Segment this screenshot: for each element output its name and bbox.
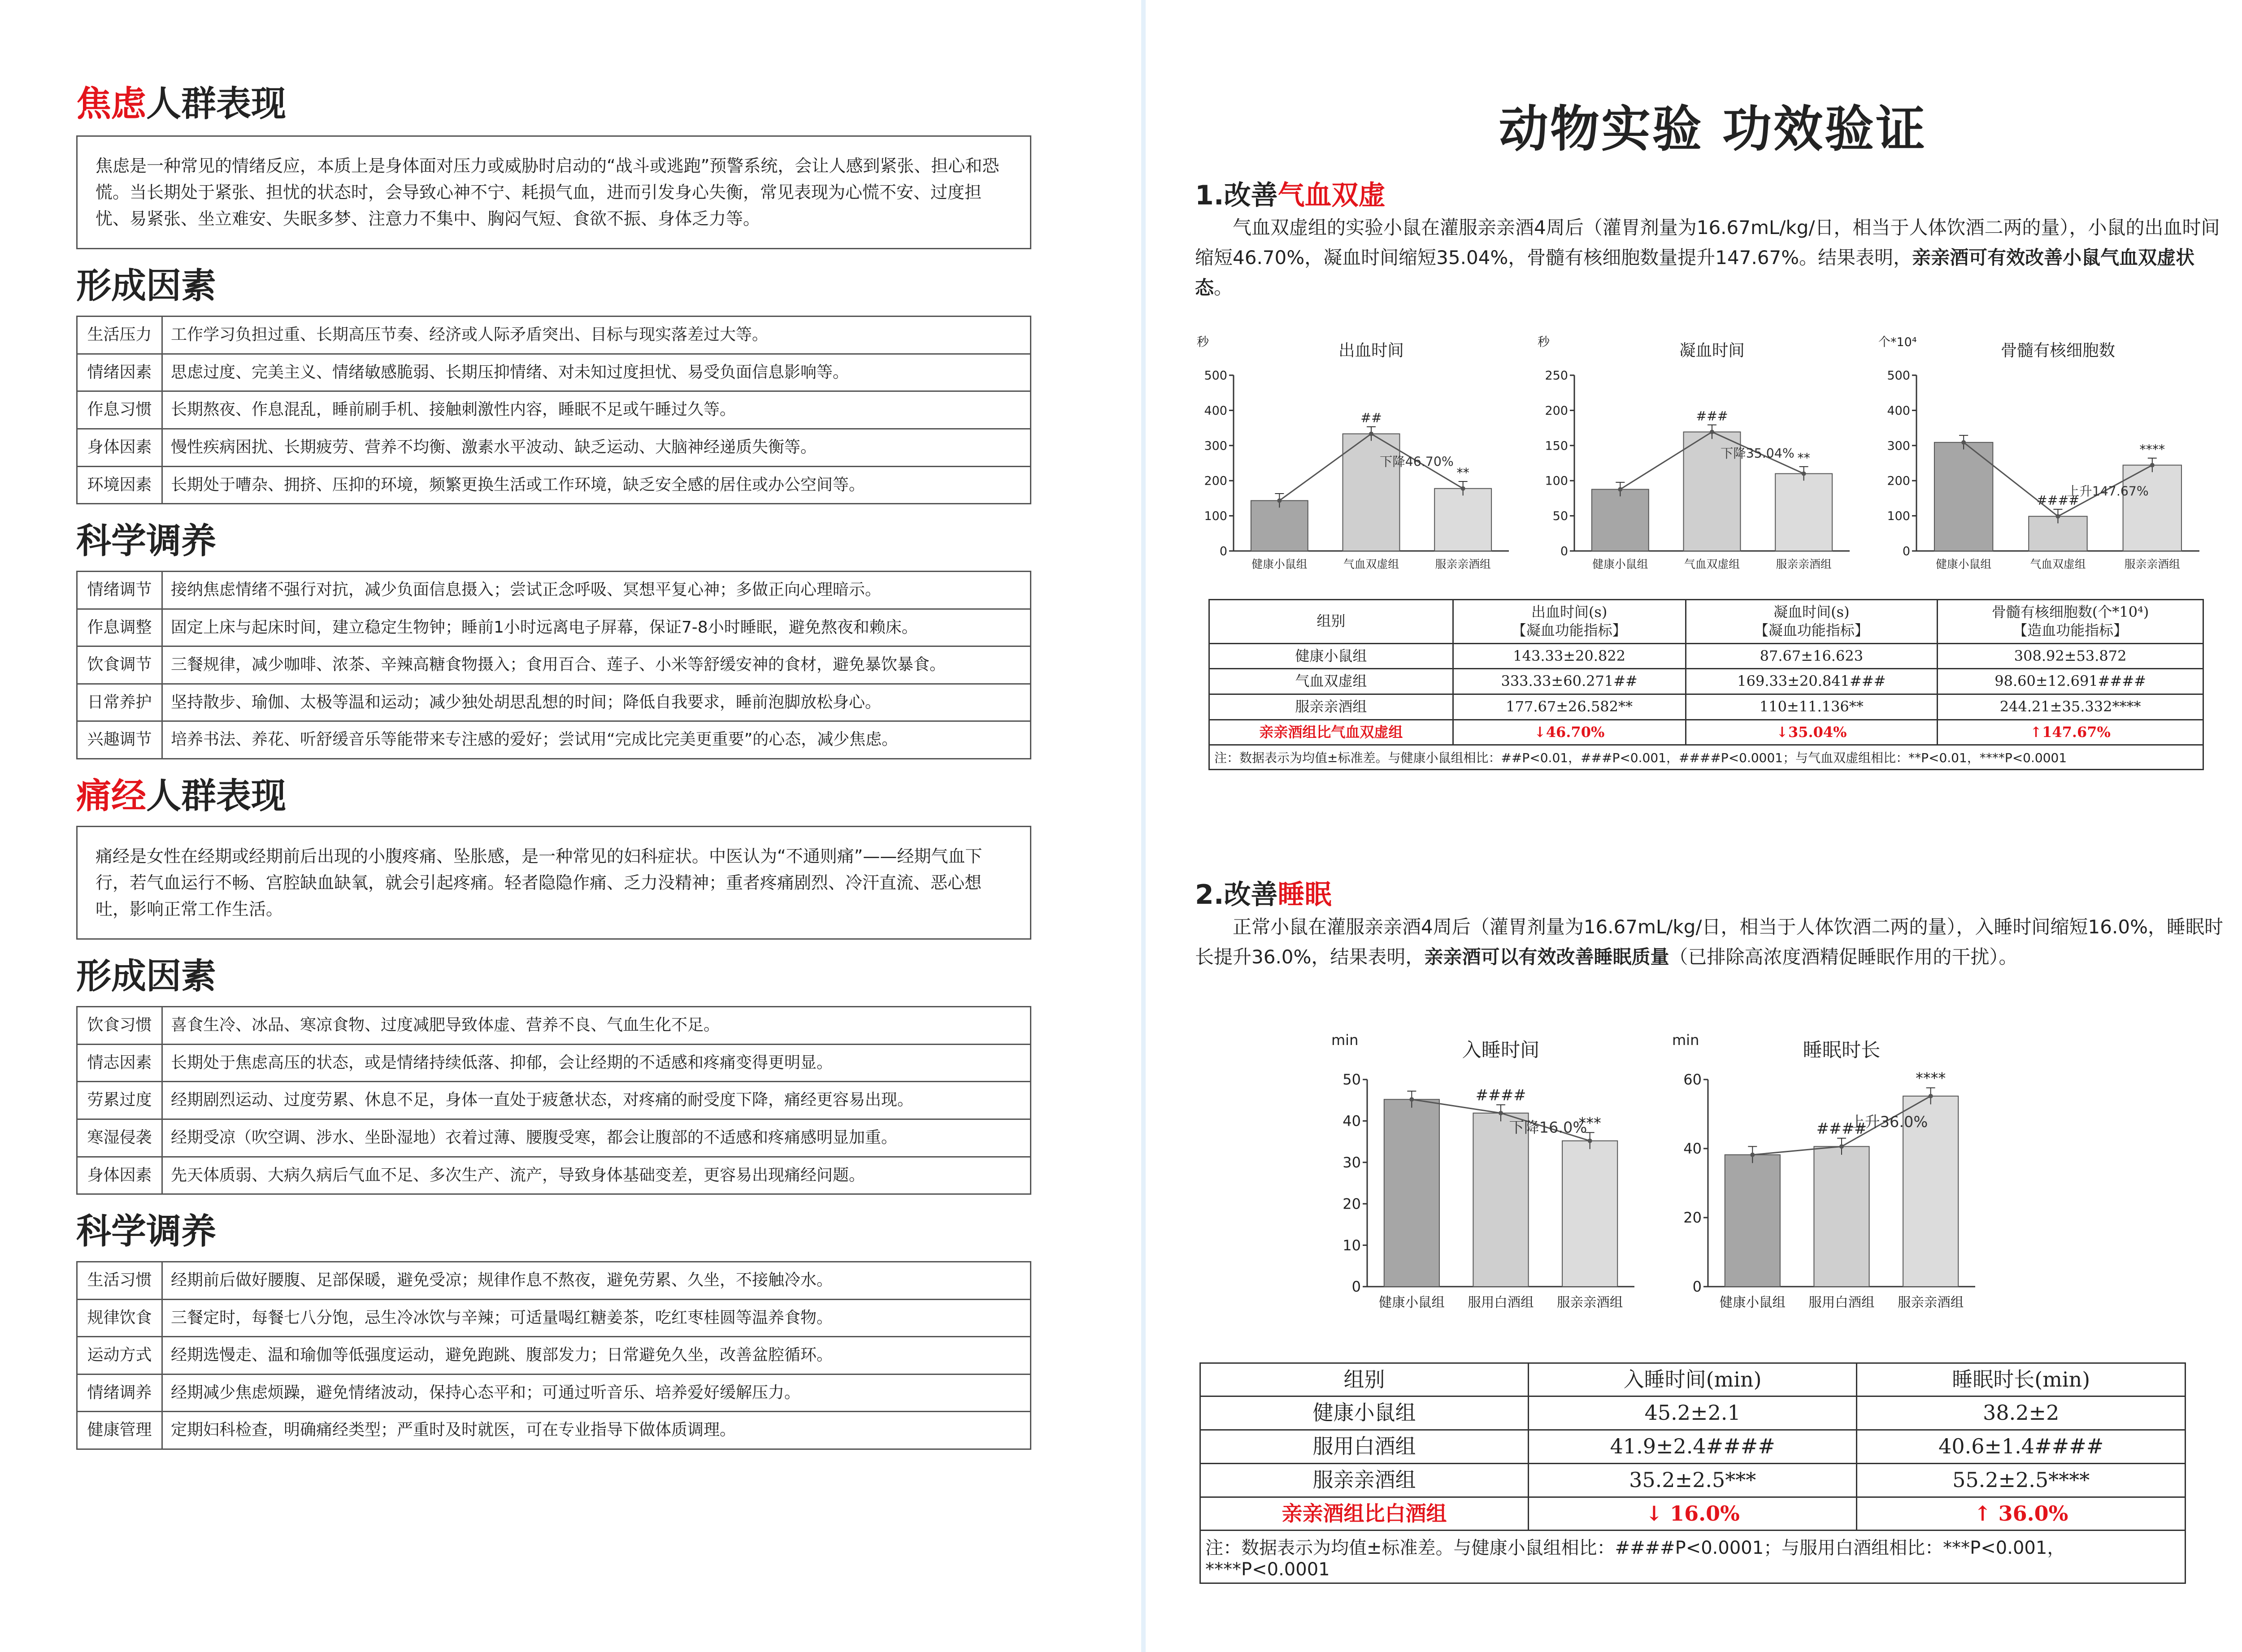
table-highlight-row — [1209, 720, 2203, 745]
chart-y-tick-label: 400 — [1887, 403, 1910, 418]
chart-y-tick-label: 50 — [1552, 509, 1568, 523]
chart-category-label: 气血双虚组 — [1684, 557, 1740, 571]
chart-trend-point — [2150, 463, 2155, 467]
dysmenorrhea-advice-row — [77, 1337, 1031, 1374]
dysmenorrhea-cause-row — [77, 1007, 1031, 1045]
table-cell: 169.33±20.841### — [1686, 669, 1938, 694]
table-cell: 40.6±1.4#### — [1857, 1430, 2186, 1464]
chart-significance-mark: ## — [1360, 410, 1382, 425]
table-highlight-cell: ↓46.70% — [1453, 720, 1686, 745]
chart-bar — [1251, 500, 1308, 551]
anxiety-cause-key: 情绪因素 — [77, 354, 162, 391]
chart-y-tick-label: 0 — [1560, 544, 1568, 559]
table-cell: 110±11.136** — [1686, 694, 1938, 720]
dysmenorrhea-advice-title: 科学调养 — [76, 1211, 217, 1252]
chart-y-tick-label: 500 — [1887, 369, 1910, 383]
chart-y-tick-label: 150 — [1545, 438, 1568, 453]
chart-title: 出血时间 — [1338, 340, 1404, 360]
chart-y-tick-label: 100 — [1545, 474, 1568, 488]
dysmenorrhea-title: 痛经人群表现 — [76, 776, 287, 816]
s1-charts — [1195, 330, 2231, 581]
chart-category-label: 服亲亲酒组 — [1557, 1294, 1623, 1310]
dysmenorrhea-cause-value: 长期处于焦虑高压的状态，或是情绪持续低落、抑郁，会让经期的不适感和疼痛变得更明显。 — [162, 1044, 1031, 1082]
table-highlight-row — [1200, 1497, 2186, 1531]
table-highlight-cell: 亲亲酒组比气血双虚组 — [1209, 720, 1453, 745]
chart-category-label: 健康小鼠组 — [1378, 1294, 1445, 1310]
anxiety-cause-row — [77, 466, 1031, 504]
anxiety-advice-row — [77, 684, 1031, 721]
chart-unit: 秒 — [1538, 335, 1550, 349]
chart-category-label: 气血双虚组 — [2030, 557, 2086, 571]
table-cell: 87.67±16.623 — [1686, 643, 1938, 669]
table-row — [1200, 1396, 2186, 1430]
table-header-cell — [1938, 599, 2203, 643]
chart-category-label: 健康小鼠组 — [1719, 1294, 1786, 1310]
dysmenorrhea-advice-row — [77, 1262, 1031, 1300]
table-highlight-cell: ↑ 36.0% — [1857, 1497, 2186, 1531]
chart-y-tick-label: 20 — [1683, 1209, 1702, 1226]
chart-significance-mark: *** — [1578, 1114, 1601, 1132]
anxiety-advice-key: 作息调整 — [77, 609, 162, 646]
table-row — [1200, 1430, 2186, 1464]
dysmenorrhea-cause-row — [77, 1082, 1031, 1119]
fold-line-1 — [1141, 0, 1146, 1652]
anxiety-advice-key: 日常养护 — [77, 684, 162, 721]
chart-unit: min — [1672, 1031, 1699, 1049]
table-header-line: 骨髓有核细胞数(个*10⁴) — [1991, 603, 2149, 620]
anxiety-advice-table — [76, 571, 1031, 759]
chart-bar — [1384, 1099, 1439, 1287]
s1-paragraph: 气血双虚组的实验小鼠在灌服亲亲酒4周后（灌胃剂量为16.67mL/kg/日，相当于人体饮酒二两的量），小鼠的出血时间缩短46.70%，凝血时间缩短35.04%，骨髓有核细胞数量提升147.67%。结果表明，亲亲酒可有效改善小鼠气血双虚状态。 — [1195, 217, 2220, 299]
chart-significance-mark: #### — [1816, 1119, 1867, 1137]
anxiety-cause-key: 身体因素 — [77, 429, 162, 467]
table-header-cell — [1209, 599, 1453, 643]
chart-sleep-lat — [1330, 1026, 1643, 1322]
table-header-line: 组别 — [1317, 612, 1346, 630]
dysmenorrhea-advice-row — [77, 1299, 1031, 1337]
chart-category-label: 健康小鼠组 — [1936, 557, 1992, 571]
chart-trend-point — [1409, 1097, 1414, 1101]
table-cell: 服亲亲酒组 — [1209, 694, 1453, 720]
table-cell: 55.2±2.5**** — [1857, 1463, 2186, 1497]
chart-bar — [1343, 434, 1400, 551]
chart-significance-mark: **** — [1916, 1069, 1946, 1087]
anxiety-cause-value: 思虑过度、完美主义、情绪敏感脆弱、长期压抑情绪、对未知过度担忧、易受负面信息影响等。 — [162, 354, 1031, 391]
chart-title: 睡眠时长 — [1803, 1039, 1881, 1062]
dysmenorrhea-cause-row — [77, 1044, 1031, 1082]
dysmenorrhea-cause-key: 饮食习惯 — [77, 1007, 162, 1045]
dysmenorrhea-advice-key: 健康管理 — [77, 1412, 162, 1449]
table-s1 — [1208, 599, 2204, 771]
table-s2 — [1199, 1362, 2186, 1584]
table-cell: 333.33±60.271## — [1453, 669, 1686, 694]
chart-trend-point — [1369, 431, 1373, 436]
dysmenorrhea-advice-row — [77, 1412, 1031, 1449]
dysmenorrhea-advice-value: 经期减少焦虑烦躁，避免情绪波动，保持心态平和；可通过听音乐、培养爱好缓解压力。 — [162, 1374, 1031, 1412]
middle-panel — [1146, 0, 2242, 1652]
dysmenorrhea-advice-row — [77, 1374, 1031, 1412]
chart-title: 骨髓有核细胞数 — [2000, 340, 2116, 360]
dysmenorrhea-advice-value: 三餐定时，每餐七八分饱，忌生冷冰饮与辛辣；可适量喝红糖姜茶，吃红枣桂圆等温养食物。 — [162, 1299, 1031, 1337]
anxiety-cause-key: 环境因素 — [77, 466, 162, 504]
dysmenorrhea-cause-value: 喜食生冷、冰品、寒凉食物、过度减肥导致体虚、营养不良、气血生化不足。 — [162, 1007, 1031, 1045]
chart-bar — [1562, 1140, 1617, 1286]
dysmenorrhea-causes-table — [76, 1006, 1031, 1195]
chart-category-label: 服亲亲酒组 — [1898, 1294, 1964, 1310]
chart-significance-mark: #### — [1475, 1086, 1526, 1104]
anxiety-advice-key: 情绪调节 — [77, 572, 162, 609]
chart-bar — [1434, 488, 1491, 551]
anxiety-cause-row — [77, 391, 1031, 429]
anxiety-cause-key: 作息习惯 — [77, 391, 162, 429]
table-row — [1200, 1463, 2186, 1497]
chart-title: 凝血时间 — [1679, 340, 1745, 360]
table-cell: 143.33±20.822 — [1453, 643, 1686, 669]
anxiety-cause-row — [77, 317, 1031, 354]
chart-y-tick-label: 30 — [1343, 1153, 1361, 1171]
table-header-row — [1200, 1363, 2186, 1396]
table-cell: 41.9±2.4#### — [1528, 1430, 1857, 1464]
dysmenorrhea-cause-value: 经期受凉（吹空调、涉水、坐卧湿地）衣着过薄、腰腹受寒，都会让腹部的不适感和疼痛感明显加重。 — [162, 1119, 1031, 1157]
chart-significance-mark: ** — [1456, 465, 1469, 480]
chart-y-tick-label: 300 — [1887, 438, 1910, 453]
chart-change-annotation: 下降16.0% — [1509, 1119, 1587, 1136]
s2-charts — [1330, 1026, 2231, 1322]
dysmenorrhea-cause-key: 情志因素 — [77, 1044, 162, 1082]
chart-coag — [1536, 330, 1859, 581]
table-header-line: 【造血功能指标】 — [2013, 622, 2128, 639]
table-header-cell: 入睡时间(min) — [1528, 1363, 1857, 1396]
chart-y-tick-label: 100 — [1204, 509, 1227, 523]
anxiety-advice-row — [77, 572, 1031, 609]
chart-y-tick-label: 20 — [1343, 1195, 1361, 1212]
table-row — [1209, 669, 2203, 694]
table-cell: 98.60±12.691#### — [1938, 669, 2203, 694]
table-cell: 服亲亲酒组 — [1200, 1463, 1529, 1497]
chart-unit: 个*10⁴ — [1878, 335, 1917, 349]
anxiety-advice-value: 接纳焦虑情绪不强行对抗，减少负面信息摄入；尝试正念呼吸、冥想平复心神；多做正向心理暗示。 — [162, 572, 1031, 609]
dysmenorrhea-cause-key: 劳累过度 — [77, 1082, 162, 1119]
chart-y-tick-label: 200 — [1545, 403, 1568, 418]
middle-title: 动物实验 功效验证 — [1499, 100, 1927, 158]
chart-y-tick-label: 40 — [1683, 1140, 1702, 1157]
dysmenorrhea-advice-table — [76, 1261, 1031, 1450]
table-highlight-cell: 亲亲酒组比白酒组 — [1200, 1497, 1529, 1531]
chart-trend-point — [1802, 471, 1806, 476]
dysmenorrhea-causes-title: 形成因素 — [76, 956, 217, 997]
chart-y-tick-label: 60 — [1683, 1071, 1702, 1088]
dysmenorrhea-advice-value: 经期前后做好腰腹、足部保暖，避免受凉；规律作息不熬夜，避免劳累、久坐，不接触冷水。 — [162, 1262, 1031, 1300]
dysmenorrhea-advice-key: 生活习惯 — [77, 1262, 162, 1300]
chart-y-tick-label: 300 — [1204, 438, 1227, 453]
dysmenorrhea-advice-value: 定期妇科检查，明确痛经类型；严重时及时就医，可在专业指导下做体质调理。 — [162, 1412, 1031, 1449]
table-header-cell — [1453, 599, 1686, 643]
chart-trend-point — [1588, 1138, 1592, 1143]
table-row — [1209, 643, 2203, 669]
dysmenorrhea-cause-key: 寒湿侵袭 — [77, 1119, 162, 1157]
chart-category-label: 健康小鼠组 — [1251, 557, 1308, 571]
chart-trend-point — [1277, 498, 1282, 503]
table-cell: 38.2±2 — [1857, 1396, 2186, 1430]
anxiety-cause-value: 长期熬夜、作息混乱，睡前刷手机、接触刺激性内容，睡眠不足或午睡过久等。 — [162, 391, 1031, 429]
table-row — [1209, 694, 2203, 720]
chart-trend-point — [1499, 1110, 1503, 1115]
chart-y-tick-label: 0 — [1692, 1278, 1702, 1295]
anxiety-cause-row — [77, 354, 1031, 391]
chart-sleep-dur — [1670, 1026, 1984, 1322]
chart-significance-mark: **** — [2139, 442, 2165, 457]
table-cell: 气血双虚组 — [1209, 669, 1453, 694]
anxiety-advice-key: 兴趣调节 — [77, 721, 162, 759]
table-header-cell — [1686, 599, 1938, 643]
anxiety-causes-title: 形成因素 — [76, 266, 217, 307]
chart-title: 入睡时间 — [1462, 1039, 1540, 1062]
table-cell: 健康小鼠组 — [1200, 1396, 1529, 1430]
anxiety-advice-value: 坚持散步、瑜伽、太极等温和运动；减少独处胡思乱想的时间；降低自我要求，睡前泡脚放松身心。 — [162, 684, 1031, 721]
anxiety-advice-row — [77, 609, 1031, 646]
dysmenorrhea-cause-value: 经期剧烈运动、过度劳累、休息不足，身体一直处于疲惫状态，对疼痛的耐受度下降，痛经更容易出现。 — [162, 1082, 1031, 1119]
chart-bar — [2123, 465, 2181, 551]
table-cell: 308.92±53.872 — [1938, 643, 2203, 669]
chart-significance-mark: ### — [1696, 408, 1728, 424]
table-header-line: 【凝血功能指标】 — [1754, 622, 1869, 639]
chart-change-annotation: 下降35.04% — [1721, 446, 1794, 461]
anxiety-intro: 焦虑是一种常见的情绪反应，本质上是身体面对压力或威胁时启动的“战斗或逃跑”预警系统，会让人感到紧张、担心和恐慌。当长期处于紧张、担忧的状态时，会导致心神不宁、耗损气血，进而引发身心失衡，常见表现为心慌不安、过度担忧、易紧张、坐立难安、失眠多梦、注意力不集中、胸闷气短、食欲不振、身体乏力等。 — [76, 135, 1031, 250]
dysmenorrhea-advice-value: 经期选慢走、温和瑜伽等低强度运动，避免跑跳、腹部发力；日常避免久坐，改善盆腔循环。 — [162, 1337, 1031, 1374]
chart-bar — [1725, 1154, 1780, 1286]
anxiety-cause-value: 长期处于嘈杂、拥挤、压抑的环境，频繁更换生活或工作环境，缺乏安全感的居住或办公空间等。 — [162, 466, 1031, 504]
table-header-row — [1209, 599, 2203, 643]
chart-bar — [1814, 1146, 1869, 1287]
chart-change-annotation: 上升147.67% — [2067, 483, 2149, 499]
chart-y-tick-label: 0 — [1351, 1278, 1361, 1295]
chart-category-label: 服亲亲酒组 — [1435, 557, 1491, 571]
chart-trend-point — [1461, 486, 1465, 490]
table-header-cell: 组别 — [1200, 1363, 1529, 1396]
s2-paragraph: 正常小鼠在灌服亲亲酒4周后（灌胃剂量为16.67mL/kg/日，相当于人体饮酒二两的量），入睡时间缩短16.0%，睡眠时长提升36.0%，结果表明，亲亲酒可以有效改善睡眠质量（已排除高浓度酒精促睡眠作用的干扰）。 — [1195, 916, 2223, 968]
chart-category-label: 气血双虚组 — [1343, 557, 1399, 571]
table-header-line: 【凝血功能指标】 — [1512, 622, 1627, 639]
chart-category-label: 服用白酒组 — [1468, 1294, 1534, 1310]
table-cell: 35.2±2.5*** — [1528, 1463, 1857, 1497]
table-highlight-cell: ↓ 16.0% — [1528, 1497, 1857, 1531]
table-cell: 健康小鼠组 — [1209, 643, 1453, 669]
table-highlight-cell: ↓35.04% — [1686, 720, 1938, 745]
table-cell: 45.2±2.1 — [1528, 1396, 1857, 1430]
chart-y-tick-label: 100 — [1887, 509, 1910, 523]
anxiety-advice-value: 培养书法、养花、听舒缓音乐等能带来专注感的爱好；尝试用“完成比完美更重要”的心态，减少焦虑。 — [162, 721, 1031, 759]
dysmenorrhea-advice-key: 运动方式 — [77, 1337, 162, 1374]
chart-trend-point — [1839, 1144, 1844, 1149]
chart-y-tick-label: 0 — [1219, 544, 1227, 559]
chart-y-tick-label: 10 — [1343, 1236, 1361, 1254]
anxiety-causes-table — [76, 316, 1031, 504]
anxiety-title: 焦虑人群表现 — [76, 84, 287, 124]
chart-trend-point — [1961, 440, 1966, 444]
chart-significance-mark: ** — [1797, 450, 1810, 465]
s2-title: 2.改善睡眠 — [1195, 879, 1332, 911]
chart-significance-mark: #### — [2037, 493, 2079, 508]
chart-trend-point — [2056, 514, 2060, 518]
t2-note: 注：数据表示为均值±标准差。与健康小鼠组相比：####P<0.0001；与服用白酒组相比：***P<0.001，****P<0.0001 — [1199, 1531, 2186, 1584]
t1-note: 注：数据表示为均值±标准差。与健康小鼠组相比：##P<0.01，###P<0.001，####P<0.0001；与气血双虚组相比：**P<0.01，****P<0.0001 — [1208, 746, 2204, 770]
chart-category-label: 服用白酒组 — [1808, 1294, 1875, 1310]
table-highlight-cell: ↑147.67% — [1938, 720, 2203, 745]
table-cell: 177.67±26.582** — [1453, 694, 1686, 720]
dysmenorrhea-cause-row — [77, 1119, 1031, 1157]
chart-y-tick-label: 0 — [1902, 544, 1910, 559]
dysmenorrhea-cause-value: 先天体质弱、大病久病后气血不足、多次生产、流产，导致身体基础变差，更容易出现痛经问题。 — [162, 1157, 1031, 1194]
chart-trend-point — [1929, 1093, 1933, 1098]
dysmenorrhea-advice-key: 情绪调养 — [77, 1374, 162, 1412]
anxiety-advice-value: 三餐规律，减少咖啡、浓茶、辛辣高糖食物摄入；食用百合、莲子、小米等舒缓安神的食材，避免暴饮暴食。 — [162, 646, 1031, 684]
table-header-cell: 睡眠时长(min) — [1857, 1363, 2186, 1396]
table-header-line: 出血时间(s) — [1531, 603, 1608, 620]
anxiety-cause-row — [77, 429, 1031, 467]
chart-y-tick-label: 500 — [1204, 369, 1227, 383]
chart-change-annotation: 上升36.0% — [1850, 1113, 1928, 1131]
anxiety-cause-value: 工作学习负担过重、长期高压节奏、经济或人际矛盾突出、目标与现实落差过大等。 — [162, 317, 1031, 354]
s1-title: 1.改善气血双虚 — [1195, 180, 1386, 211]
chart-category-label: 服亲亲酒组 — [1776, 557, 1832, 571]
chart-y-tick-label: 200 — [1204, 474, 1227, 488]
anxiety-advice-row — [77, 646, 1031, 684]
chart-bleed — [1195, 330, 1518, 581]
chart-bar — [1592, 489, 1649, 551]
anxiety-advice-title: 科学调养 — [76, 521, 217, 562]
anxiety-advice-value: 固定上床与起床时间，建立稳定生物钟；睡前1小时远离电子屏幕，保证7-8小时睡眠，避免熬夜和赖床。 — [162, 609, 1031, 646]
chart-y-tick-label: 50 — [1343, 1071, 1361, 1088]
dysmenorrhea-advice-key: 规律饮食 — [77, 1299, 162, 1337]
chart-unit: min — [1331, 1031, 1359, 1049]
chart-bar — [1775, 473, 1832, 551]
anxiety-cause-key: 生活压力 — [77, 317, 162, 354]
chart-category-label: 健康小鼠组 — [1592, 557, 1648, 571]
table-header-line: 凝血时间(s) — [1773, 603, 1850, 620]
chart-y-tick-label: 200 — [1887, 474, 1910, 488]
dysmenorrhea-cause-row — [77, 1157, 1031, 1194]
chart-category-label: 服亲亲酒组 — [2124, 557, 2180, 571]
chart-bar — [1473, 1113, 1528, 1286]
chart-y-tick-label: 400 — [1204, 403, 1227, 418]
table-cell: 服用白酒组 — [1200, 1430, 1529, 1464]
chart-trend-point — [1618, 487, 1622, 491]
chart-y-tick-label: 40 — [1343, 1112, 1361, 1130]
anxiety-cause-value: 慢性疾病困扰、长期疲劳、营养不均衡、激素水平波动、缺乏运动、大脑神经递质失衡等。 — [162, 429, 1031, 467]
dysmenorrhea-intro: 痛经是女性在经期或经期前后出现的小腹疼痛、坠胀感，是一种常见的妇科症状。中医认为“不通则痛”——经期气血下行，若气血运行不畅、宫腔缺血缺氧，就会引起疼痛。轻者隐隐作痛、乏力没精神；重者疼痛剧烈、冷汗直流、恶心想吐，影响正常工作生活。 — [76, 826, 1031, 940]
chart-unit: 秒 — [1197, 335, 1209, 349]
chart-marrow — [1877, 330, 2208, 581]
chart-trend-point — [1710, 429, 1714, 434]
anxiety-advice-key: 饮食调节 — [77, 646, 162, 684]
chart-change-annotation: 下降46.70% — [1380, 454, 1454, 469]
chart-y-tick-label: 250 — [1545, 369, 1568, 383]
anxiety-advice-row — [77, 721, 1031, 759]
dysmenorrhea-cause-key: 身体因素 — [77, 1157, 162, 1194]
table-cell: 244.21±35.332**** — [1938, 694, 2203, 720]
chart-trend-point — [1750, 1152, 1755, 1157]
